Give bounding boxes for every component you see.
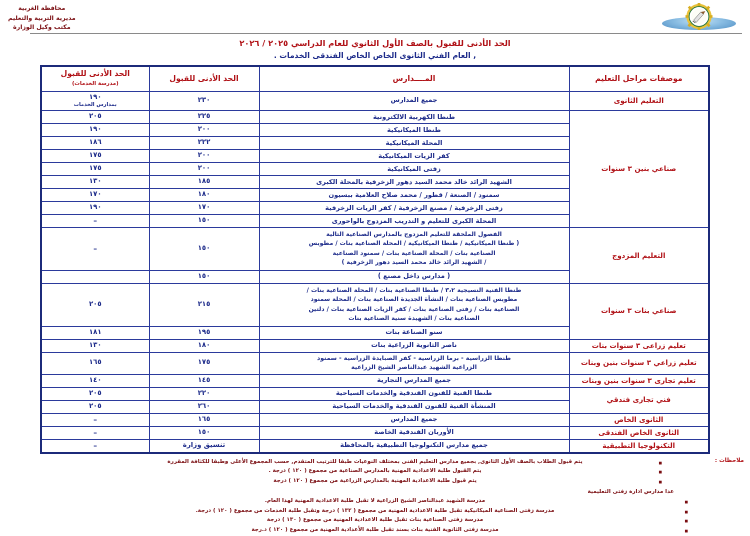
cell-minimum-services: – [41,426,149,439]
cell-minimum-services: ١٣٠ [41,339,149,352]
cell-minimum-services: ١٩٠ [41,202,149,215]
cell-schools: سمنود / الصنعة / قطور / محمد صلاح العلامية ببسيون [259,189,569,202]
cell-minimum-services-note: بمدارس الخدمات [73,102,117,108]
cell-stage: تعليم زراعى ٣ سنوات بنات [569,339,709,352]
cell-minimum: ٢٠٠ [149,124,259,137]
cell-minimum: ٢٦٠ [149,400,259,413]
cell-minimum: ٢١٥ [149,283,259,326]
column-header-minimum-services [41,66,149,92]
cell-minimum: ١٥٠ [149,228,259,271]
cell-schools: كفر الزيات الميكانيكية [259,150,569,163]
table-row [41,283,709,326]
note-item: ■ يتم قبول طلبة الاعدادية المهنية بالمدارس الزراعية من مجموع ( ١٢٠ ) درجة [10,477,740,487]
org-line-governorate: محافظة الغربية [18,5,66,12]
cell-schools: ( مدارس داخل مصنع ) [259,270,569,283]
cell-stage: التكنولوجيا التطبيقية [569,439,709,453]
cell-stage: التعليم المزدوج [569,228,709,284]
cell-minimum-services: ١٣٠ [41,176,149,189]
cell-minimum-services: ١٨١ [41,326,149,339]
table-row [41,387,709,400]
cell-minimum-services: ١٩٠ [41,124,149,137]
cell-schools: طنطا الكهربية الالكترونية [259,111,569,124]
header-divider [30,33,742,34]
admission-minimums-table [40,65,710,454]
table-body [41,91,709,453]
cell-stage: الثانوى الخاص الفندقى [569,426,709,439]
cell-stage: تعليم تجارى ٣ سنوات بنين وبنات [569,374,709,387]
cell-schools: الأوربان الفندقية الخاصة [259,426,569,439]
page-subtitle: , العام الفني الثانوى الخاص الخاص الفندقى الخدمات . [273,51,477,61]
cell-minimum-services: ١٧٥ [41,163,149,176]
cell-schools: جميع مدارس التكنولوجيا التطبيقية بالمحافظة [259,439,569,453]
cell-minimum-services: – [41,413,149,426]
cell-minimum: ١٩٥ [149,326,259,339]
title-block [0,37,750,62]
org-line-directorate: مديرية التربية والتعليم [8,14,76,22]
cell-minimum: ٢٢٢ [149,137,259,150]
cell-minimum: ٢٢٠ [149,387,259,400]
cell-minimum-services: ١٩٠ بمدارس الخدمات [41,91,149,110]
table-row [41,439,709,453]
note-item: ■ مدرسة زفتى الثانوية الفنية بنات بسند تقبل طلبة الأعدادية المهنية من مجموع ( ١٢٠ ) د.رجة [10,526,740,536]
cell-stage: صناعي بنات ٣ سنوات [569,283,709,339]
table-row [41,374,709,387]
cell-minimum-services: ٢٠٥ [41,400,149,413]
note-item: ■ يتم قبول الطلاب بالصف الأول الثانوى, بجميع مدارس التعليم الفنى بمختلف النوعيات طبقا للترتيب المتقدم, حسب المجموع الأعلى وطبقا للكثافة المقررة [10,458,740,468]
table-container [0,62,750,454]
cell-schools: جميع المدارس التجارية [259,374,569,387]
column-header-schools: المــــدارس [259,66,569,92]
note-item: ■ مدرسة الشهيد عبدالناصر الشيخ الزراعية لا تقبل طلبة الاعدادية المهنية لهذا العام. [10,497,740,507]
cell-minimum-services: ١٨٦ [41,137,149,150]
column-header-minimum-services-label: الحد الأدنى للقبول [60,69,130,79]
cell-schools: المحلة الكبرى للتعليم و التدريب المزدوج بالواحورى [259,215,569,228]
cell-minimum-services: ١٧٥ [41,150,149,163]
cell-schools: الفصول الملحقة للتعليم المزدوج بالمدارس الصناعية التالية ( طنطا الميكانيكية / طنطا الميكانيكية / المحلة الصناعية بنات / مطوبس الصناعية بنات / المحلة الصناعية بنات / سمنود الصناعية / الشهيد الرائد خالد محمد السيد دهور الزخرفية ) [259,228,569,271]
cell-stage: صناعي بنين ٣ سنوات [569,111,709,228]
ministry-of-education-emblem-icon [656,2,742,34]
cell-minimum-services: – [41,228,149,271]
cell-minimum: ١٥٠ [149,270,259,283]
table-header [41,66,709,92]
cell-minimum: ١٧٥ [149,352,259,374]
cell-minimum-services: ١٦٥ [41,352,149,374]
cell-minimum-services: ١٤٠ [41,374,149,387]
column-header-minimum-label: الحد الأدنى للقبول [169,73,239,83]
cell-minimum: تنسيق وزارة [149,439,259,453]
cell-minimum: ٢٣٠ [149,91,259,110]
cell-schools: المنشأة الفنية للفنون الفندقية والخدمات السياحية [259,400,569,413]
cell-minimum: ١٨٥ [149,176,259,189]
note-item: ■ مدرسة زفتى الصناعية بنات تقبل طلبة الاعدادية المهنية من مجموع ( ١٣٠ ) درجة [10,516,740,526]
column-header-stage: موصفات مراحل التعليم [569,66,709,92]
cell-stage: فني تجارى فندقي [569,387,709,413]
cell-stage: التعليم الثانوى [569,91,709,110]
cell-schools: طنطا الزراسية - برما الزراسية - كفر الصبايدة الزراسية - سمنود الزراعية الشهيد عبدالناصر الشيخ الزراعية [259,352,569,374]
table-row [41,426,709,439]
cell-minimum-services: ٢٠٥ [41,387,149,400]
cell-schools: زفتى الزخرفية / مصنع الزخرفية / كفر الزيات الزخرفية [259,202,569,215]
cell-minimum-services [41,270,149,283]
cell-schools: طنطا الفنية النسيجية ٣،٢ / طنطا الصناعية بنات / المحلة الصناعية بنات / مطوبس الصناعية بنات / النشأة الجديدة الصناعية بنات / المحلة سمنود الصناعية بنات / زفتى الصناعية بنات / كفر الزيات الصناعية بنات / دلتين الصناعية بنات / الشهيدة سنية الصناعية بنات [259,283,569,326]
cell-minimum: ٢٢٥ [149,111,259,124]
cell-schools: جميع المدارس [259,413,569,426]
note-item: ■ مدرسة زفتى الصناعية الميكانيكية تقبل طلبة الاعدادية المهنية من مجموع ( ١٣٢ ) درجة وتقبل طلبة الخدمات من مجموع ( ١٢٠ ) درجة. [10,507,740,517]
cell-minimum: ١٨٠ [149,189,259,202]
cell-schools: طنطا الفنية للفنون الفندقية والخدمات السياحية [259,387,569,400]
cell-minimum: ٢٠٠ [149,150,259,163]
cell-schools: جميع المدارس [259,91,569,110]
cell-schools: الشهيد الرائد خالد محمد السيد دهور الزخرفية بالمحلة الكبرى [259,176,569,189]
column-header-minimum-services-sub: (مدرسة الخدمات) [71,80,119,87]
table-row [41,413,709,426]
cell-minimum: ١٧٠ [149,202,259,215]
notes-top-list [10,458,740,487]
notes-label: ملاحظات : [714,457,744,464]
note-item: ■ يتم القبول طلبة الاعدادية المهنية بالمدارس الصناعية من مجموع ( ١٢٠ ) درجة . [10,467,740,477]
cell-schools: ناصر الثانوية الزراعية بنات [259,339,569,352]
cell-minimum: ١٤٥ [149,374,259,387]
cell-schools: طنطا الميكانيكية [259,124,569,137]
table-row [41,228,709,271]
cell-minimum: ١٥٠ [149,426,259,439]
cell-stage: تعليم زراعي ٣ سنوات بنين وبنات [569,352,709,374]
cell-minimum: ١٦٥ [149,413,259,426]
cell-minimum-services: ٢٠٥ [41,111,149,124]
table-row [41,111,709,124]
cell-minimum-services: ١٧٠ [41,189,149,202]
cell-minimum-services: – [41,439,149,453]
table-row [41,352,709,374]
notes-subheading: عدا مدارس ادارة زفتى التعليمية [587,488,674,495]
cell-stage: الثانوى الخاص [569,413,709,426]
cell-minimum: ١٨٠ [149,339,259,352]
letterhead [0,0,750,34]
org-line-office: مكتب وكيل الوزارة [13,24,71,32]
notes-section [0,458,750,536]
emblem-disc [686,3,713,30]
table-row [41,339,709,352]
cell-minimum-services: – [41,215,149,228]
cell-schools: المحلة الميكانيكية [259,137,569,150]
cell-schools: سنو الصناعة بنات [259,326,569,339]
cell-minimum: ٢٠٠ [149,163,259,176]
organization-block [8,2,76,33]
page-title: الحد الأدنى للقبول بالصف الأول الثانوي للعام الدراسي ٢٠٢٥ / ٢٠٢٦ [239,38,511,48]
cell-minimum: ١٥٠ [149,215,259,228]
table-row [41,91,709,110]
table-header-row [41,66,709,92]
column-header-minimum [149,66,259,92]
cell-minimum-services: ٢٠٥ [41,283,149,326]
cell-schools: زفتى الميكانيكية [259,163,569,176]
notes-bottom-list [10,497,740,536]
